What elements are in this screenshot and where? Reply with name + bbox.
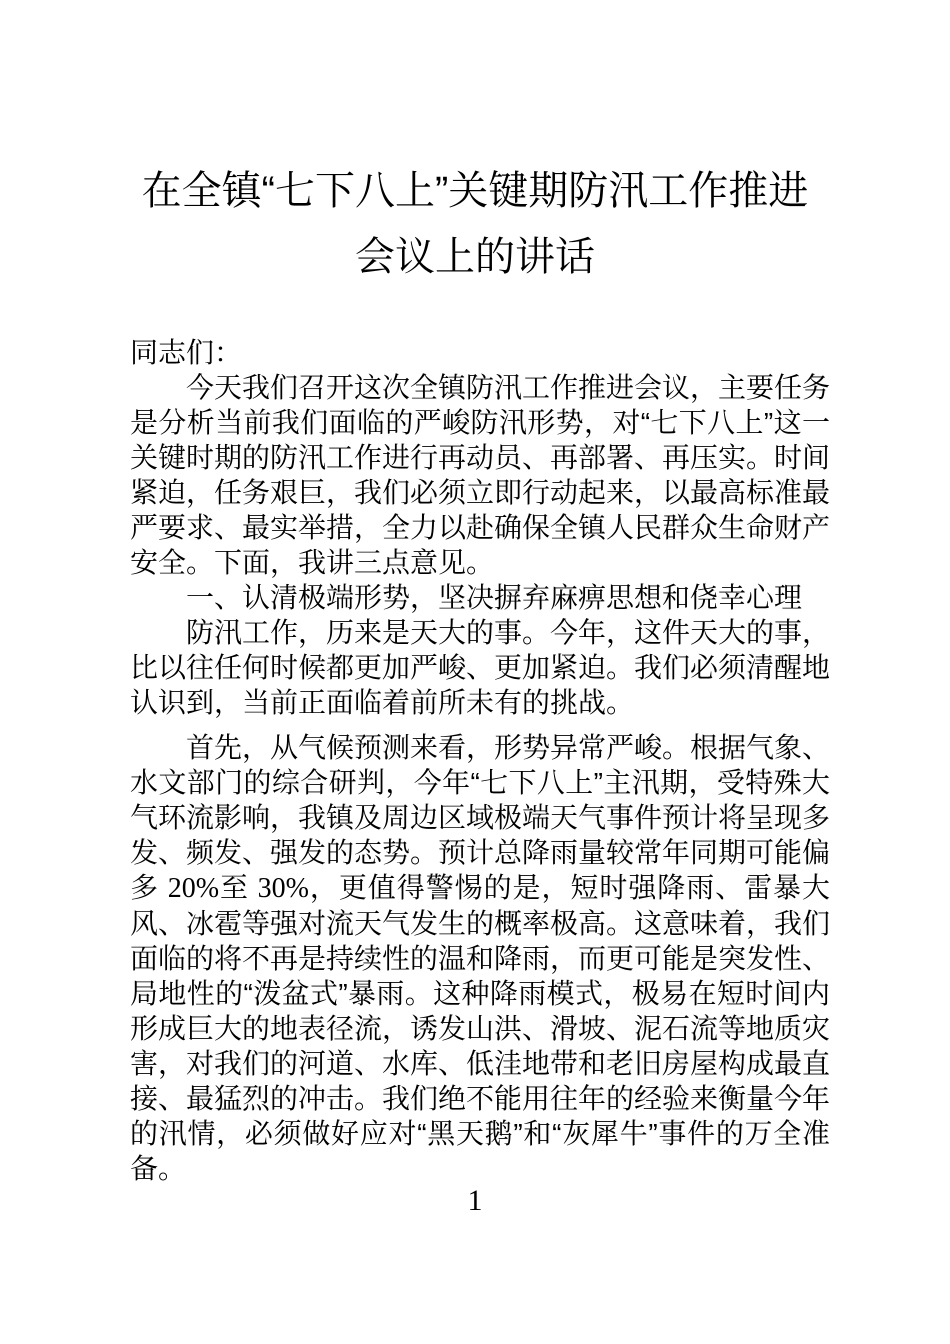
document-body [130,335,830,1186]
latin-run: 30% [257,873,309,904]
title-line-2: 会议上的讲话 [355,235,595,279]
paragraph-opening: 今天我们召开这次全镇防汛工作推进会议，主要任务是分析当前我们面临的严峻防汛形势，对“七下八上”这一关键时期的防汛工作进行再动员、再部署、再压实。时间紧迫，任务艰巨，我们必须立即行动起来，以最高标准最严要求、最实举措，全力以赴确保全镇人民群众生命财产安全。下面，我讲三点意见。 [130,372,831,578]
page-number: 1 [467,1184,483,1217]
title-line-1: 在全镇“七下八上”关键期防汛工作推进 [141,169,809,213]
paragraph-climate-forecast: 首先，从气候预测来看，形势异常严峻。根据气象、水文部门的综合研判，今年“七下八上”主汛期，受特殊大气环流影响，我镇及周边区域极端天气事件预计将呈现多发、频发、强发的态势。预计总降雨量较常年同期可能偏多 20%至 30%，更值得警惕的是，短时强降雨、雷暴大风、冰雹等强对流天气发生的概率极高。这意味着，我们面临的将不再是持续性的温和降雨，而更可能是突发性、局地性的“泼盆式”暴雨。这种降雨模式，极易在短时间内形成巨大的地表径流，诱发山洪、滑坡、泥石流等地质灾害，对我们的河道、水库、低洼地带和老旧房屋构成最直接、最猛烈的冲击。我们绝不能用往年的经验来衡量今年的汛情，必须做好应对“黑天鹅”和“灰犀牛”事件的万全准备。 [130,732,831,1184]
section-heading-1: 一、认清极端形势，坚决摒弃麻痹思想和侥幸心理 [186,582,803,613]
salutation: 同志们： [130,337,243,368]
latin-run: 20% [167,873,220,904]
paragraph-situation: 防汛工作，历来是天大的事。今年，这件天大的事，比以往任何时候都更加严峻、更加紧迫。我们必须清醒地认识到，当前正面临着前所未有的挑战。 [130,617,831,718]
document-title [0,0,950,290]
